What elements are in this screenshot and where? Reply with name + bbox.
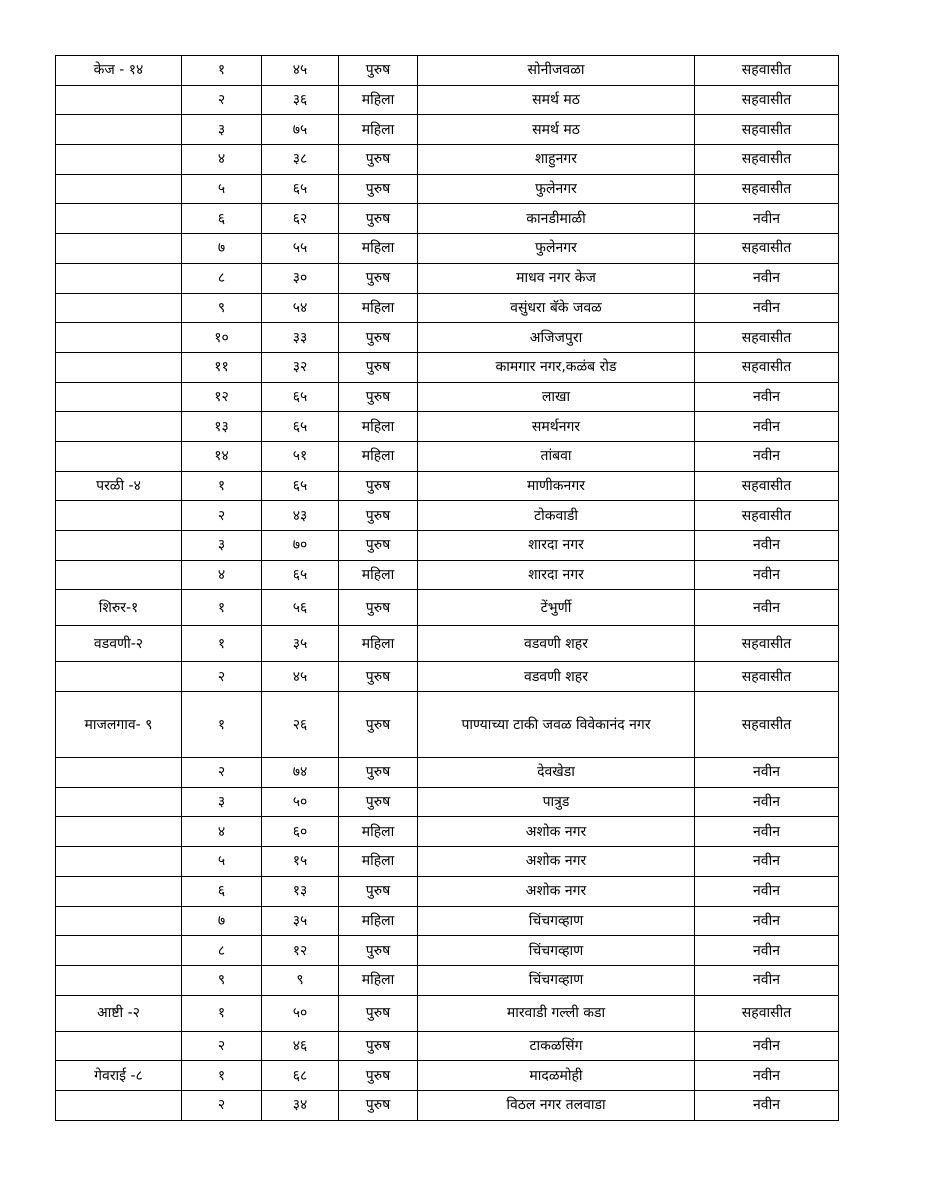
age-cell: ३०: [262, 263, 339, 293]
status-cell: नवीन: [695, 787, 839, 817]
table-row: [56, 906, 839, 936]
age-cell: ६५: [262, 560, 339, 590]
serial-cell: ११: [182, 352, 262, 382]
gender-cell: महिला: [339, 817, 418, 847]
address-cell: विठल नगर तलवाडा: [418, 1090, 695, 1120]
status-cell: सहवासीत: [695, 323, 839, 353]
age-cell: ६२: [262, 204, 339, 234]
age-cell: १५: [262, 847, 339, 877]
gender-cell: पुरुष: [339, 263, 418, 293]
status-cell: नवीन: [695, 758, 839, 788]
gender-cell: पुरुष: [339, 590, 418, 626]
status-cell: सहवासीत: [695, 85, 839, 115]
age-cell: ४३: [262, 501, 339, 531]
age-cell: ३४: [262, 1090, 339, 1120]
age-cell: ६५: [262, 174, 339, 204]
serial-cell: ७: [182, 906, 262, 936]
address-cell: कामगार नगर,कळंब रोड: [418, 352, 695, 382]
status-cell: नवीन: [695, 817, 839, 847]
address-cell: कानडीमाळी: [418, 204, 695, 234]
taluka-cell: [56, 441, 182, 471]
taluka-cell: [56, 145, 182, 175]
table-row: [56, 662, 839, 692]
serial-cell: २: [182, 758, 262, 788]
serial-cell: २: [182, 1031, 262, 1061]
age-cell: ६५: [262, 471, 339, 501]
serial-cell: १३: [182, 412, 262, 442]
gender-cell: पुरुष: [339, 876, 418, 906]
status-cell: नवीन: [695, 876, 839, 906]
taluka-cell: [56, 965, 182, 995]
address-cell: समर्थ मठ: [418, 115, 695, 145]
gender-cell: पुरुष: [339, 531, 418, 561]
status-cell: नवीन: [695, 906, 839, 936]
table-row: [56, 382, 839, 412]
taluka-cell: परळी -४: [56, 471, 182, 501]
address-cell: समर्थ मठ: [418, 85, 695, 115]
age-cell: ९: [262, 965, 339, 995]
age-cell: ४५: [262, 56, 339, 86]
gender-cell: महिला: [339, 847, 418, 877]
gender-cell: पुरुष: [339, 758, 418, 788]
address-cell: चिंचगव्हाण: [418, 936, 695, 966]
taluka-cell: शिरुर-१: [56, 590, 182, 626]
serial-cell: १: [182, 56, 262, 86]
taluka-cell: [56, 352, 182, 382]
status-cell: नवीन: [695, 204, 839, 234]
table-row: [56, 412, 839, 442]
address-cell: चिंचगव्हाण: [418, 906, 695, 936]
age-cell: ४५: [262, 662, 339, 692]
address-cell: अजिजपुरा: [418, 323, 695, 353]
taluka-cell: [56, 662, 182, 692]
age-cell: ३५: [262, 906, 339, 936]
taluka-cell: [56, 847, 182, 877]
table-row: [56, 1031, 839, 1061]
table-row: [56, 758, 839, 788]
status-cell: नवीन: [695, 965, 839, 995]
taluka-cell: [56, 817, 182, 847]
address-cell: अशोक नगर: [418, 817, 695, 847]
status-cell: नवीन: [695, 1090, 839, 1120]
taluka-cell: [56, 382, 182, 412]
gender-cell: पुरुष: [339, 204, 418, 234]
taluka-cell: गेवराई -८: [56, 1061, 182, 1091]
status-cell: सहवासीत: [695, 145, 839, 175]
serial-cell: १: [182, 1061, 262, 1091]
address-cell: माधव नगर केज: [418, 263, 695, 293]
age-cell: ६८: [262, 1061, 339, 1091]
serial-cell: ७: [182, 234, 262, 264]
table-row: [56, 204, 839, 234]
table-row: [56, 692, 839, 758]
serial-cell: ४: [182, 145, 262, 175]
patient-table: [55, 55, 839, 1121]
age-cell: ५४: [262, 293, 339, 323]
serial-cell: ९: [182, 293, 262, 323]
gender-cell: पुरुष: [339, 501, 418, 531]
serial-cell: ३: [182, 787, 262, 817]
table-row: [56, 560, 839, 590]
serial-cell: ९: [182, 965, 262, 995]
table-row: [56, 787, 839, 817]
serial-cell: १२: [182, 382, 262, 412]
taluka-cell: [56, 263, 182, 293]
address-cell: अशोक नगर: [418, 847, 695, 877]
address-cell: पात्रुड: [418, 787, 695, 817]
age-cell: ७५: [262, 115, 339, 145]
gender-cell: पुरुष: [339, 352, 418, 382]
status-cell: सहवासीत: [695, 662, 839, 692]
address-cell: शारदा नगर: [418, 531, 695, 561]
taluka-cell: [56, 501, 182, 531]
table-row: [56, 847, 839, 877]
serial-cell: १: [182, 626, 262, 662]
table-row: [56, 145, 839, 175]
address-cell: समर्थनगर: [418, 412, 695, 442]
age-cell: ५०: [262, 787, 339, 817]
serial-cell: ४: [182, 817, 262, 847]
serial-cell: २: [182, 662, 262, 692]
taluka-cell: [56, 323, 182, 353]
age-cell: २६: [262, 692, 339, 758]
status-cell: नवीन: [695, 382, 839, 412]
gender-cell: महिला: [339, 85, 418, 115]
table-row: [56, 936, 839, 966]
serial-cell: २: [182, 1090, 262, 1120]
gender-cell: महिला: [339, 115, 418, 145]
address-cell: फुलेनगर: [418, 234, 695, 264]
serial-cell: ८: [182, 263, 262, 293]
status-cell: सहवासीत: [695, 692, 839, 758]
address-cell: पाण्याच्या टाकी जवळ विवेकानंद नगर: [418, 692, 695, 758]
gender-cell: महिला: [339, 412, 418, 442]
status-cell: सहवासीत: [695, 501, 839, 531]
age-cell: १२: [262, 936, 339, 966]
address-cell: लाखा: [418, 382, 695, 412]
taluka-cell: [56, 234, 182, 264]
taluka-cell: [56, 936, 182, 966]
gender-cell: पुरुष: [339, 56, 418, 86]
gender-cell: महिला: [339, 234, 418, 264]
status-cell: नवीन: [695, 936, 839, 966]
table-row: [56, 115, 839, 145]
table-row: [56, 323, 839, 353]
table-row: [56, 85, 839, 115]
address-cell: अशोक नगर: [418, 876, 695, 906]
status-cell: सहवासीत: [695, 174, 839, 204]
status-cell: नवीन: [695, 1061, 839, 1091]
table-row: [56, 56, 839, 86]
gender-cell: पुरुष: [339, 1090, 418, 1120]
table-row: [56, 293, 839, 323]
gender-cell: महिला: [339, 560, 418, 590]
status-cell: नवीन: [695, 263, 839, 293]
gender-cell: पुरुष: [339, 787, 418, 817]
gender-cell: पुरुष: [339, 1061, 418, 1091]
status-cell: नवीन: [695, 293, 839, 323]
address-cell: टाकळसिंग: [418, 1031, 695, 1061]
gender-cell: पुरुष: [339, 174, 418, 204]
gender-cell: पुरुष: [339, 995, 418, 1031]
serial-cell: ६: [182, 876, 262, 906]
address-cell: वसुंधरा बॅके जवळ: [418, 293, 695, 323]
taluka-cell: [56, 412, 182, 442]
taluka-cell: [56, 906, 182, 936]
serial-cell: ८: [182, 936, 262, 966]
age-cell: ५५: [262, 234, 339, 264]
age-cell: ३६: [262, 85, 339, 115]
serial-cell: २: [182, 501, 262, 531]
table-row: [56, 441, 839, 471]
status-cell: सहवासीत: [695, 234, 839, 264]
serial-cell: ५: [182, 847, 262, 877]
serial-cell: १०: [182, 323, 262, 353]
serial-cell: ३: [182, 531, 262, 561]
status-cell: सहवासीत: [695, 995, 839, 1031]
status-cell: सहवासीत: [695, 626, 839, 662]
gender-cell: पुरुष: [339, 471, 418, 501]
age-cell: ५०: [262, 995, 339, 1031]
status-cell: नवीन: [695, 412, 839, 442]
taluka-cell: [56, 787, 182, 817]
status-cell: सहवासीत: [695, 471, 839, 501]
gender-cell: महिला: [339, 441, 418, 471]
status-cell: नवीन: [695, 590, 839, 626]
status-cell: नवीन: [695, 560, 839, 590]
taluka-cell: वडवणी-२: [56, 626, 182, 662]
gender-cell: पुरुष: [339, 936, 418, 966]
age-cell: १३: [262, 876, 339, 906]
gender-cell: पुरुष: [339, 1031, 418, 1061]
gender-cell: पुरुष: [339, 382, 418, 412]
table-row: [56, 174, 839, 204]
gender-cell: पुरुष: [339, 323, 418, 353]
serial-cell: १: [182, 471, 262, 501]
age-cell: ६५: [262, 382, 339, 412]
table-row: [56, 965, 839, 995]
serial-cell: १: [182, 590, 262, 626]
status-cell: सहवासीत: [695, 352, 839, 382]
taluka-cell: [56, 560, 182, 590]
age-cell: ५१: [262, 441, 339, 471]
status-cell: सहवासीत: [695, 115, 839, 145]
serial-cell: १: [182, 995, 262, 1031]
taluka-cell: [56, 531, 182, 561]
taluka-cell: [56, 876, 182, 906]
address-cell: शारदा नगर: [418, 560, 695, 590]
serial-cell: ६: [182, 204, 262, 234]
taluka-cell: [56, 1031, 182, 1061]
taluka-cell: माजलगाव- ९: [56, 692, 182, 758]
table-row: [56, 471, 839, 501]
serial-cell: ३: [182, 115, 262, 145]
age-cell: ६५: [262, 412, 339, 442]
address-cell: माणीकनगर: [418, 471, 695, 501]
taluka-cell: [56, 204, 182, 234]
gender-cell: महिला: [339, 965, 418, 995]
taluka-cell: [56, 85, 182, 115]
table-row: [56, 234, 839, 264]
age-cell: ३५: [262, 626, 339, 662]
address-cell: टेंभुर्णी: [418, 590, 695, 626]
address-cell: वडवणी शहर: [418, 662, 695, 692]
table-row: [56, 876, 839, 906]
address-cell: तांबवा: [418, 441, 695, 471]
status-cell: नवीन: [695, 441, 839, 471]
gender-cell: महिला: [339, 906, 418, 936]
taluka-cell: [56, 174, 182, 204]
serial-cell: १: [182, 692, 262, 758]
age-cell: ६०: [262, 817, 339, 847]
address-cell: टोकवाडी: [418, 501, 695, 531]
address-cell: शाहुनगर: [418, 145, 695, 175]
status-cell: नवीन: [695, 1031, 839, 1061]
serial-cell: ५: [182, 174, 262, 204]
taluka-cell: [56, 758, 182, 788]
gender-cell: महिला: [339, 626, 418, 662]
taluka-cell: आष्टी -२: [56, 995, 182, 1031]
address-cell: चिंचगव्हाण: [418, 965, 695, 995]
table-row: [56, 1061, 839, 1091]
table-row: [56, 531, 839, 561]
status-cell: सहवासीत: [695, 56, 839, 86]
taluka-cell: [56, 293, 182, 323]
address-cell: देवखेडा: [418, 758, 695, 788]
table-row: [56, 1090, 839, 1120]
address-cell: फुलेनगर: [418, 174, 695, 204]
taluka-cell: [56, 1090, 182, 1120]
status-cell: नवीन: [695, 531, 839, 561]
table-row: [56, 263, 839, 293]
table-row: [56, 817, 839, 847]
status-cell: नवीन: [695, 847, 839, 877]
table-row: [56, 501, 839, 531]
serial-cell: ४: [182, 560, 262, 590]
gender-cell: पुरुष: [339, 662, 418, 692]
age-cell: ५६: [262, 590, 339, 626]
table-row: [56, 590, 839, 626]
gender-cell: पुरुष: [339, 145, 418, 175]
address-cell: मादळमोही: [418, 1061, 695, 1091]
age-cell: ७४: [262, 758, 339, 788]
address-cell: वडवणी शहर: [418, 626, 695, 662]
table-row: [56, 995, 839, 1031]
taluka-cell: [56, 115, 182, 145]
taluka-cell: केज - १४: [56, 56, 182, 86]
table-row: [56, 626, 839, 662]
address-cell: सोनीजवळा: [418, 56, 695, 86]
table-row: [56, 352, 839, 382]
address-cell: मारवाडी गल्ली कडा: [418, 995, 695, 1031]
age-cell: ३८: [262, 145, 339, 175]
age-cell: ४६: [262, 1031, 339, 1061]
gender-cell: महिला: [339, 293, 418, 323]
age-cell: ७०: [262, 531, 339, 561]
serial-cell: २: [182, 85, 262, 115]
age-cell: ३३: [262, 323, 339, 353]
gender-cell: पुरुष: [339, 692, 418, 758]
age-cell: ३२: [262, 352, 339, 382]
serial-cell: १४: [182, 441, 262, 471]
